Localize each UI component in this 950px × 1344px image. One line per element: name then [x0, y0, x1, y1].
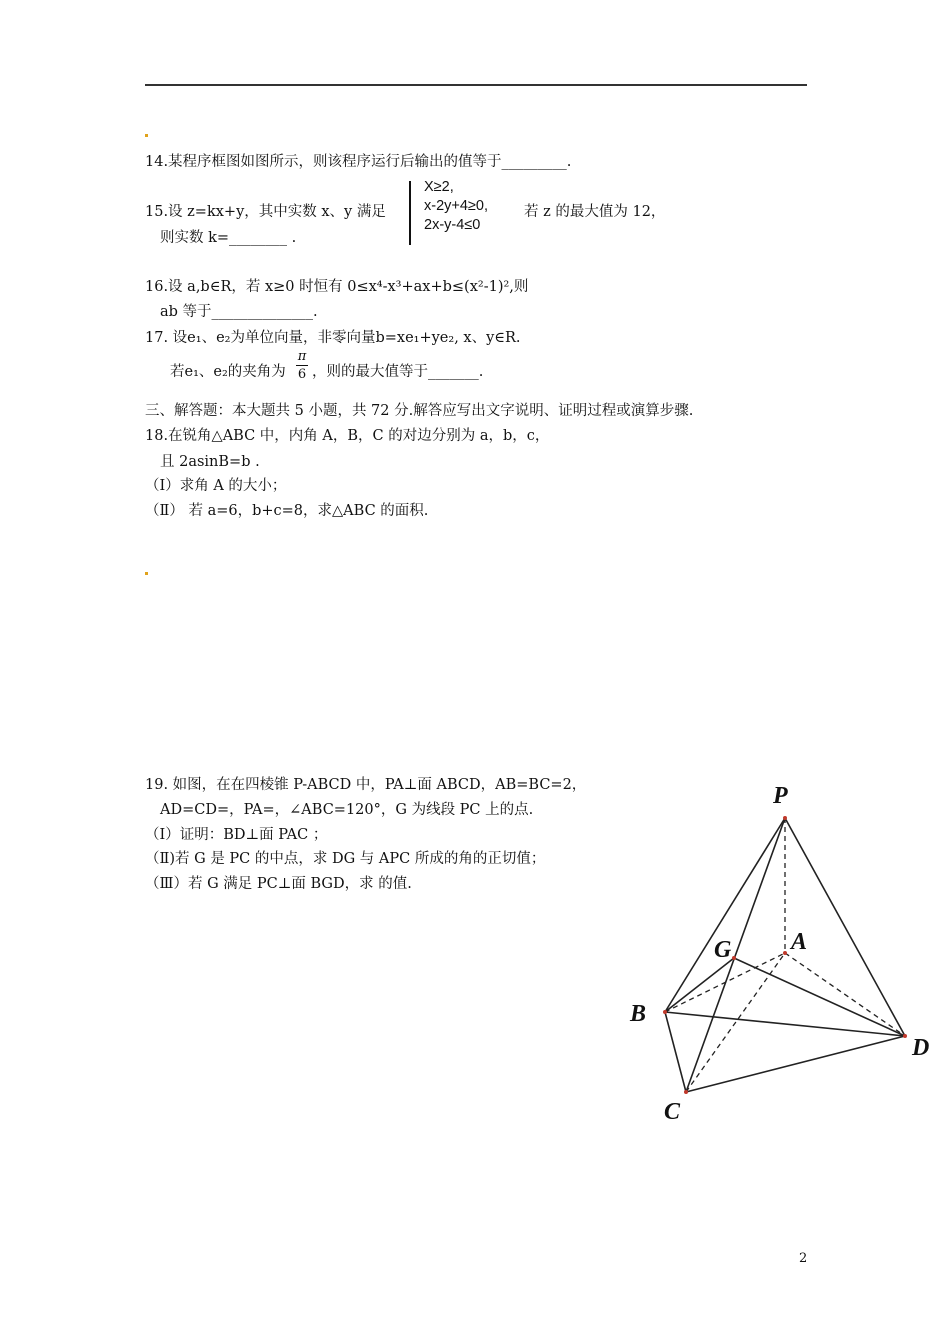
question-17-line1: 17. 设e₁、e₂为单位向量，非零向量b=xe₁+ye₂, x、y∈R.	[145, 330, 521, 346]
question-15-lead: 15.设 z=kx+y，其中实数 x、y 满足	[145, 204, 386, 220]
constraint-2: x-2y+4≥0,	[424, 198, 488, 214]
page-number: 2	[799, 1251, 808, 1266]
section-heading: 三、解答题：本大题共 5 小题，共 72 分.解答应写出文字说明、证明过程或演算步骤.	[145, 403, 694, 419]
label-P: P	[773, 783, 788, 809]
question-18-line2: 且 2asinB=b .	[160, 454, 260, 470]
fraction-denominator: 6	[297, 367, 307, 382]
edge-GD	[734, 958, 905, 1036]
question-15-condition: 若 z 的最大值为 12，	[524, 204, 666, 220]
question-16-line1: 16.设 a,b∈R，若 x≥0 时恒有 0≤x⁴-x³+ax+b≤(x²-1)²,则	[145, 279, 529, 295]
system-brace	[409, 181, 411, 245]
marker-dot	[145, 572, 148, 575]
marker-dot	[145, 134, 148, 137]
edge-BG	[665, 958, 734, 1012]
question-17-line2-pre: 若e₁、e₂的夹角为	[170, 364, 286, 380]
fraction-pi-over-6	[296, 349, 308, 382]
edge-CD	[686, 1036, 905, 1092]
question-19-part1: （Ⅰ）证明：BD⊥面 PAC ；	[145, 827, 328, 843]
edge-BC	[665, 1012, 686, 1092]
question-18-part1: （Ⅰ）求角 A 的大小；	[145, 478, 287, 494]
question-16-line2: ab 等于______________.	[160, 304, 318, 320]
pyramid-figure	[620, 775, 940, 1135]
vertex-A	[783, 951, 787, 955]
vertex-P	[783, 816, 787, 820]
label-C: C	[664, 1099, 681, 1125]
question-15-answer-line: 则实数 k=________ .	[160, 230, 297, 246]
vertex-D	[903, 1034, 907, 1038]
question-19-line2: AD=CD=，PA=，∠ABC=120°，G 为线段 PC 上的点.	[160, 802, 534, 818]
vertex-C	[684, 1090, 688, 1094]
question-17-line2-post: ，则的最大值等于_______.	[312, 364, 484, 380]
question-18-line1: 18.在锐角△ABC 中，内角 A，B，C 的对边分别为 a，b，c，	[145, 428, 550, 444]
label-D: D	[912, 1035, 930, 1061]
label-A: A	[791, 929, 808, 955]
label-B: B	[630, 1001, 647, 1027]
constraint-3: 2x-y-4≤0	[424, 217, 481, 233]
edge-PD	[785, 818, 905, 1036]
constraint-1: X≥2,	[424, 179, 454, 195]
vertex-B	[663, 1010, 667, 1014]
vertex-G	[732, 956, 736, 960]
edge-AD	[785, 953, 905, 1036]
fraction-numerator: π	[297, 349, 307, 364]
edge-BD	[665, 1012, 905, 1036]
header-rule	[145, 84, 807, 86]
question-18-part2: （Ⅱ） 若 a=6，b+c=8，求△ABC 的面积.	[145, 503, 429, 519]
label-G: G	[714, 937, 732, 963]
question-14: 14.某程序框图如图所示，则该程序运行后输出的值等于_________.	[145, 154, 572, 170]
question-19-part2: （Ⅱ)若 G 是 PC 的中点，求 DG 与 APC 所成的角的正切值；	[145, 851, 546, 867]
question-19-line1: 19. 如图，在在四棱锥 P-ABCD 中，PA⊥面 ABCD，AB=BC=2，	[145, 777, 587, 793]
question-19-part3: （Ⅲ）若 G 满足 PC⊥面 BGD，求 的值.	[145, 876, 412, 892]
